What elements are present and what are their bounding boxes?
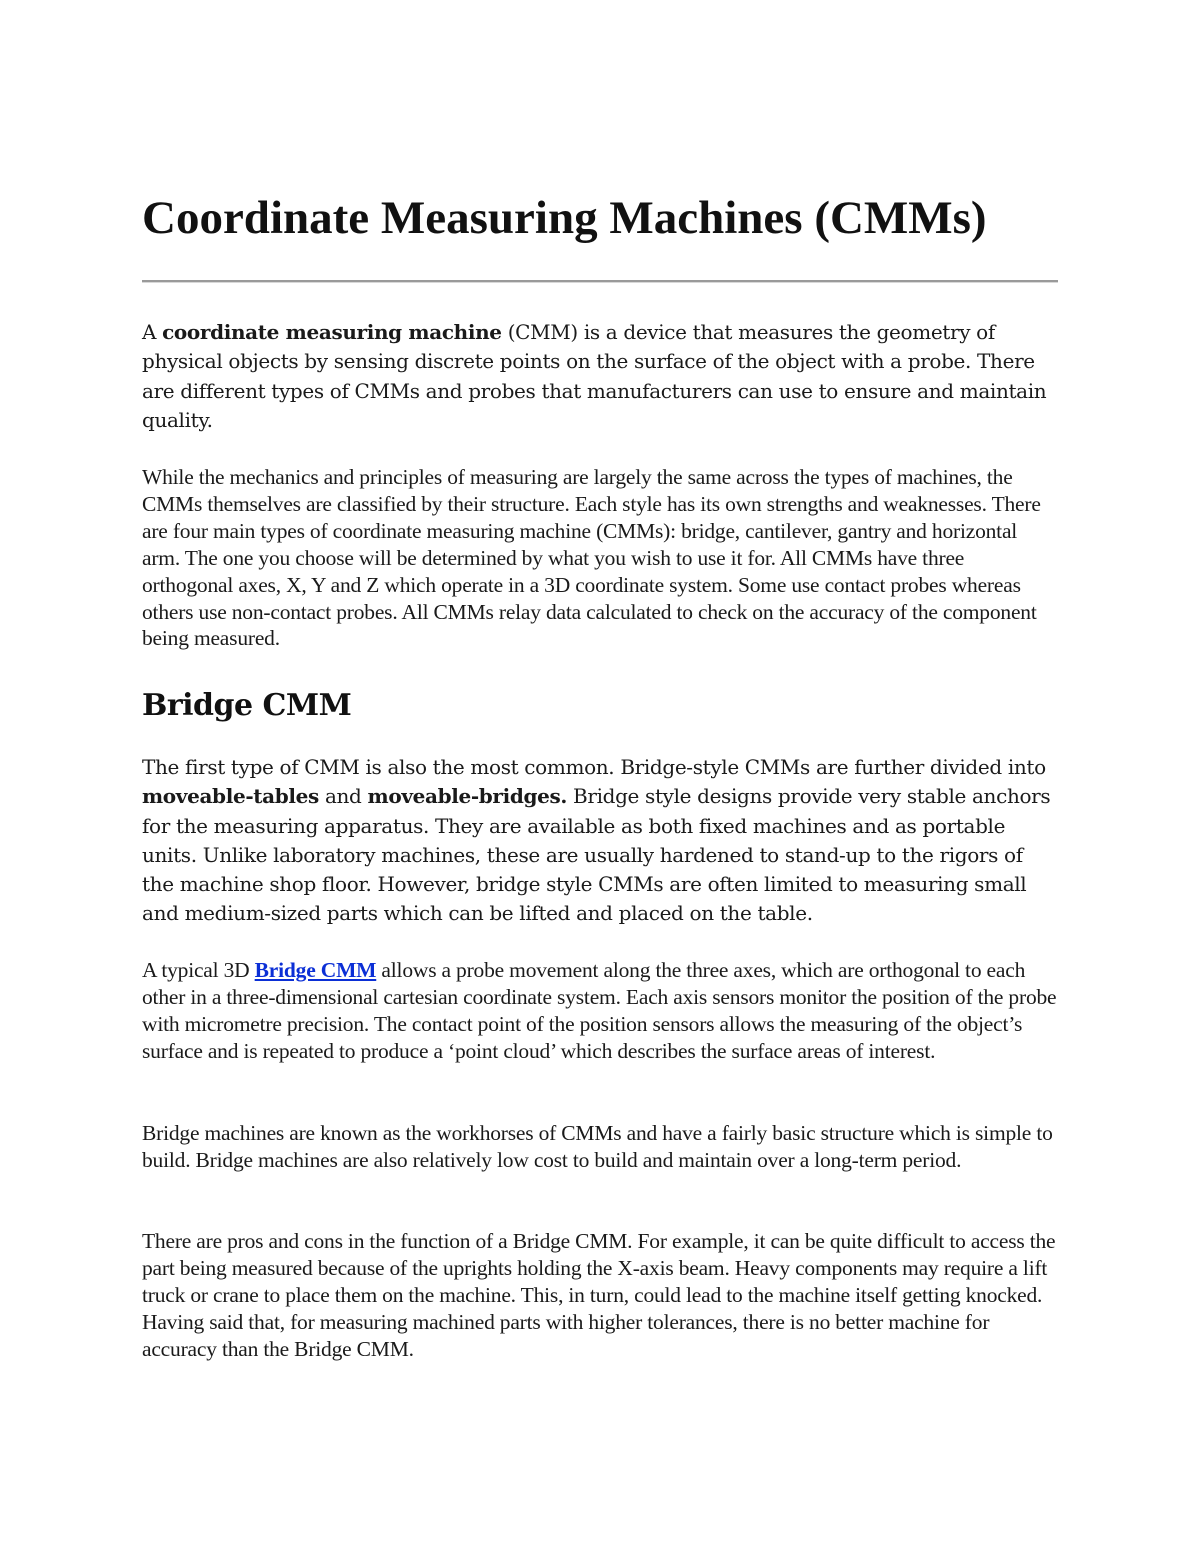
bridge-intro-paragraph — [142, 753, 1060, 929]
bridge-cmm-link[interactable]: Bridge CMM — [254, 958, 377, 982]
typical-after: allows a probe movement along the three axes, which are orthogonal to each other in a three-dimensional cartesian coordinate system. Each axis sensors monitor the position of the probe with micrometre precision. The contact point of the position sensors allows the measuring of the object’s surface and is repeated to produce a ‘point cloud’ which describes the surface areas of interest. — [142, 958, 1057, 1063]
intro-bold-term: coordinate measuring machine — [162, 320, 502, 344]
typical-paragraph — [142, 957, 1060, 1065]
intro-rest: (CMM) is a device that measures the geometry of physical objects by sensing discrete points on the surface of the object with a probe. There are different types of CMMs and probes that manufacturers can use to ensure and maintain quality. — [142, 320, 1047, 432]
section-heading: Bridge CMM — [142, 688, 352, 723]
bridge-intro-bold1: moveable-tables — [142, 784, 319, 809]
page-title: Coordinate Measuring Machines (CMMs) — [142, 192, 987, 244]
bridge-intro-part3: Bridge style designs provide very stable anchors for the measuring apparatus. They are available as both fixed machines and as portable units. Unlike laboratory machines, these are usually hardened to stand-up to the rigors of the machine shop floor. However, bridge style CMMs are often limited to measuring small and medium-sized parts which can be lifted and placed on the table. — [142, 784, 1051, 926]
intro-paragraph — [142, 318, 1060, 435]
bridge-intro-part2: and — [318, 784, 368, 809]
horizontal-rule — [142, 280, 1058, 283]
types-paragraph: While the mechanics and principles of measuring are largely the same across the types of machines, the CMMs themselves are classified by their structure. Each style has its own strengths and weaknesses. There are four main types of coordinate measuring machine (CMMs): bridge, cantilever, gantry and horizontal arm. The one you choose will be determined by what you wish to use it for. All CMMs have three orthogonal axes, X, Y and Z which operate in a 3D coordinate system. Some use contact probes whereas others use non-contact probes. All CMMs relay data calculated to check on the accuracy of the component being measured. — [142, 465, 1041, 651]
pros-cons-paragraph: There are pros and cons in the function of a Bridge CMM. For example, it can be quite difficult to access the part being measured because of the uprights holding the X-axis beam. Heavy components may require a lift truck or crane to place them on the machine. This, in turn, could lead to the machine itself getting knocked. Having said that, for measuring machined parts with higher tolerances, there is no better machine for accuracy than the Bridge CMM. — [142, 1229, 1056, 1361]
bridge-intro-bold2: moveable-bridges. — [367, 784, 568, 809]
bridge-intro-part1: The first type of CMM is also the most common. Bridge-style CMMs are further divided into — [142, 755, 1046, 779]
workhorses-paragraph: Bridge machines are known as the workhorses of CMMs and have a fairly basic structure which is simple to build. Bridge machines are also relatively low cost to build and maintain over a long-term period. — [142, 1121, 1053, 1172]
typical-before: A typical 3D — [142, 958, 255, 982]
intro-lead: A — [142, 320, 163, 344]
